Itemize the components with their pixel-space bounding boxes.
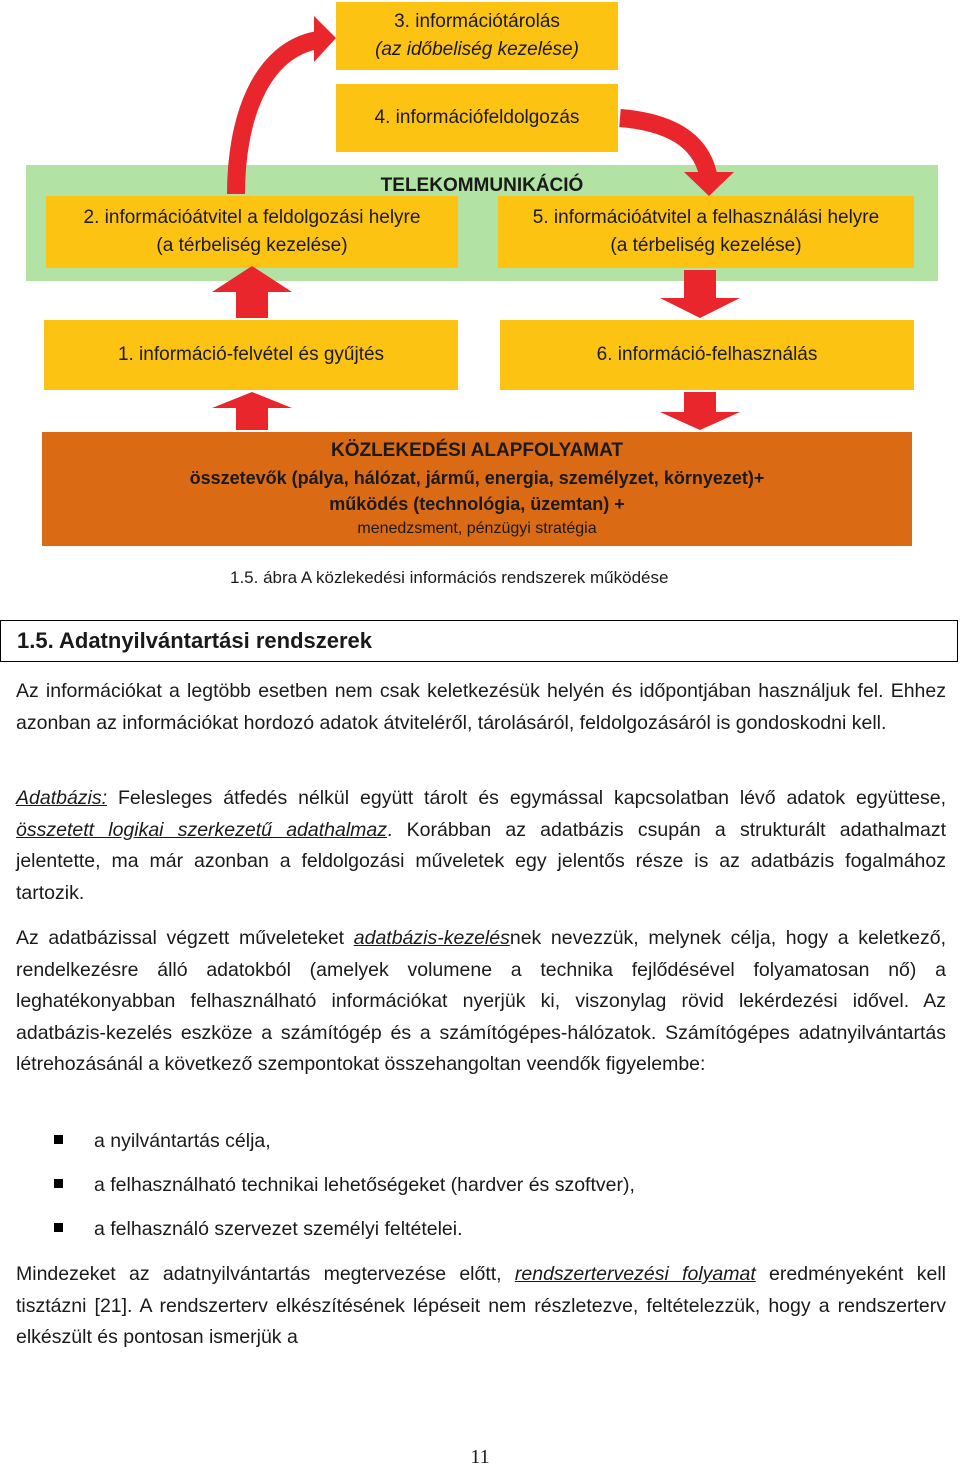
para3-text-b: nek nevezzük, melynek célja, hogy a keletkező, rendelkezésre álló adatokból (amelyek volumene a technika fejlődésével folyamatosan nő) a leghatékonyabban felhasználható információkat nyerjük ki, viszonylag rövid lekérdezési idővel. Az adatbázis-kezelés eszköze a számítógép és a számítógépes-hálózatok. Számítógépes adatnyilvántartás létrehozásánál a következő szempontokat összehangoltan veendők figyelembe: <box>16 927 946 1075</box>
kozlekedes-line3: működés (technológia, üzemtan) + <box>329 494 625 514</box>
term-adatbazis-kezeles: adatbázis-kezelés <box>353 927 510 949</box>
kozlekedes-line2: összetevők (pálya, hálózat, jármű, energia, személyzet, környezet)+ <box>189 468 765 488</box>
paragraph-1 <box>16 676 946 739</box>
para4-text-a: Mindezeket az adatnyilvántartás megtervezése előtt, <box>16 1263 515 1285</box>
page-number: 11 <box>470 1446 490 1468</box>
para4-text-b: eredményeként kell tisztázni [21]. A rendszerterv elkészítésének lépéseit nem részletezve, feltételezzük, hogy a rendszerterv elkészült és pontosan ismerjük a <box>16 1263 946 1348</box>
para3-text-a: Az adatbázissal végzett műveleteket <box>16 927 354 949</box>
para1-text: Az információkat a legtöbb esetben nem csak keletkezésük helyén és időpontjában használjuk fel. Ehhez azonban az információkat hordozó adatok átviteléről, tárolásáról, feldolgozásáról is gondoskodni kell. <box>16 680 946 734</box>
figure-caption: 1.5. ábra A közlekedési információs rendszerek működése <box>230 568 669 587</box>
term-adatbazis: Adatbázis: <box>16 787 108 809</box>
kozlekedes-line4: menedzsment, pénzügyi stratégia <box>357 520 597 537</box>
list-item: a nyilvántartás célja, <box>52 1123 635 1167</box>
paragraph-4 <box>16 1259 946 1354</box>
requirements-list <box>52 1123 635 1255</box>
section-title-text: 1.5. Adatnyilvántartási rendszerek <box>17 628 373 653</box>
list-item: a felhasználó szervezet személyi feltételei. <box>52 1211 635 1255</box>
arrow-curve-head-left <box>314 16 336 62</box>
box5-line1: 5. információátvitel a felhasználási helyre <box>532 207 880 228</box>
section-title <box>0 620 958 662</box>
kozlekedes-line1: KÖZLEKEDÉSI ALAPFOLYAMAT <box>330 440 624 461</box>
para2-text-b: . Korábban az adatbázis csupán a strukturált adathalmazt jelentette, ma már azonban a feldolgozási műveletek egy jelentős része is az adatbázis fogalmához tartozik. <box>16 818 946 904</box>
term-osszetett-adathalmaz: összetett logikai szerkezetű adathalmaz <box>16 818 388 841</box>
box4-line1: 4. információfeldolgozás <box>374 107 580 128</box>
arrow-up-base-to-collection <box>212 392 292 430</box>
arrow-up-collection-to-transfer <box>212 266 292 318</box>
list-item: a felhasználható technikai lehetőségeket (hardver és szoftver), <box>52 1167 635 1211</box>
box1-line1: 1. információ-felvétel és gyűjtés <box>117 344 385 365</box>
box6-line1: 6. információ-felhasználás <box>596 344 818 365</box>
box2-line1: 2. információátvitel a feldolgozási helyre <box>83 207 421 228</box>
paragraph-3 <box>16 923 946 1081</box>
box5-line2: (a térbeliség kezelése) <box>610 235 802 256</box>
box3-line1: 3. információtárolás <box>394 11 560 32</box>
arrow-curve-processing-to-transfer <box>620 118 708 174</box>
box3-line2: (az időbeliség kezelése) <box>375 39 579 60</box>
flow-arrows <box>0 0 960 560</box>
arrow-down-transfer-to-usage <box>660 270 740 318</box>
telekommunikacio-title: TELEKOMMUNIKÁCIÓ <box>380 175 584 196</box>
arrow-down-usage-to-base <box>660 392 740 430</box>
arrow-curve-transfer-to-storage <box>236 40 318 194</box>
para2-text-a: Felesleges átfedés nélkül együtt tárolt és egymással kapcsolatban lévő adatok együttese, <box>107 787 946 809</box>
box2-line2: (a térbeliség kezelése) <box>156 235 348 256</box>
term-rendszertervezesi-folyamat: rendszertervezési folyamat <box>514 1263 756 1285</box>
paragraph-2 <box>16 783 946 909</box>
information-flow-diagram <box>0 0 960 560</box>
arrow-curve-head-right <box>684 172 734 196</box>
